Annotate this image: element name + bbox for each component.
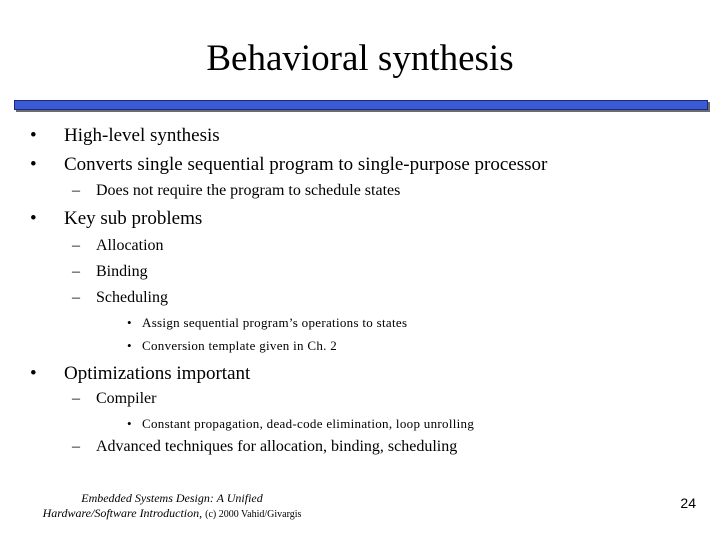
sub-sub-bullet-item	[127, 338, 337, 354]
bullet-item	[30, 154, 547, 176]
footer-book-title-line2: Hardware/Software Introduction,	[42, 506, 203, 520]
bullet-text: Constant propagation, dead-code elimination, loop unrolling	[142, 416, 475, 431]
slide-title: Behavioral synthesis	[206, 38, 514, 79]
sub-bullet-item	[72, 182, 400, 200]
bullet-text: Assign sequential program’s operations to states	[142, 315, 408, 330]
bullet-text: Key sub problems	[64, 208, 203, 229]
bullet-text: Optimizations important	[64, 363, 251, 384]
bullet-text: Allocation	[96, 237, 164, 254]
dash-marker: –	[72, 390, 80, 407]
dash-marker: –	[72, 438, 80, 455]
bullet-item	[30, 125, 220, 147]
bullet-text: High-level synthesis	[64, 125, 220, 146]
sub-sub-bullet-item	[127, 315, 407, 331]
bullet-text: Compiler	[96, 390, 157, 407]
bullet-marker: •	[127, 416, 132, 431]
bullet-text: Scheduling	[96, 289, 168, 306]
bullet-text: Does not require the program to schedule states	[96, 182, 401, 199]
bullet-marker: •	[30, 208, 37, 229]
sub-sub-bullet-item	[127, 416, 474, 432]
bullet-text: Binding	[96, 263, 148, 280]
bullet-marker: •	[30, 363, 37, 384]
slide-footer	[22, 491, 322, 522]
footer-book-title-line1: Embedded Systems Design: A Unified	[81, 491, 263, 505]
page-number: 24	[680, 495, 696, 511]
sub-bullet-item	[72, 289, 168, 307]
sub-bullet-item	[72, 390, 156, 408]
bullet-marker: •	[127, 338, 132, 353]
bullet-text: Advanced techniques for allocation, binding, scheduling	[96, 438, 458, 455]
sub-bullet-item	[72, 263, 148, 281]
footer-copyright: (c) 2000 Vahid/Givargis	[205, 509, 302, 520]
sub-bullet-item	[72, 438, 457, 456]
bullet-item	[30, 208, 202, 230]
bullet-text: Conversion template given in Ch. 2	[142, 338, 338, 353]
dash-marker: –	[72, 289, 80, 306]
dash-marker: –	[72, 182, 80, 199]
sub-bullet-item	[72, 237, 164, 255]
bullet-item	[30, 363, 250, 385]
bullet-text: Converts single sequential program to single-purpose processor	[64, 154, 548, 175]
bullet-marker: •	[30, 154, 37, 175]
bullet-marker: •	[127, 315, 132, 330]
dash-marker: –	[72, 237, 80, 254]
dash-marker: –	[72, 263, 80, 280]
bullet-marker: •	[30, 125, 37, 146]
